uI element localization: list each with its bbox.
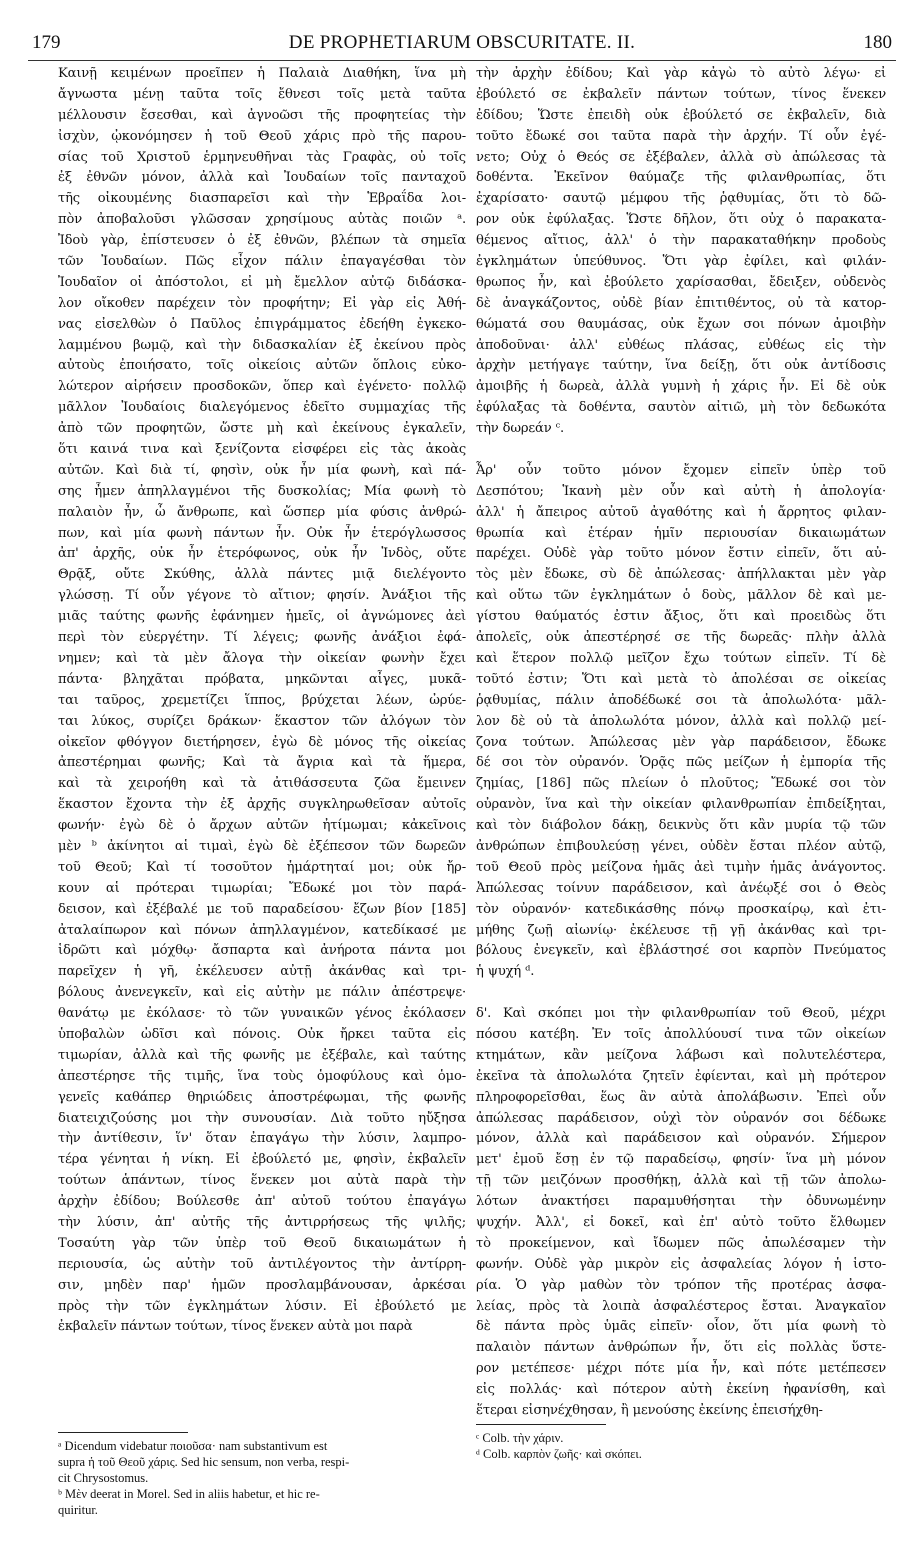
text-line: ἐχαρίσατο· σαυτῷ μέμφου τῆς ῥᾳθυμίας, ὅτι τὸ δῶ- bbox=[476, 191, 886, 207]
footnote-line: ᵇ Μὲν deerat in Morel. Sed in aliis habetur, et hic re- bbox=[58, 1487, 320, 1501]
running-title: DE PROPHETIARUM OBSCURITATE. II. bbox=[288, 32, 636, 53]
text-line: καὶ ἕτερον πολλῷ μεῖζον ἔχω τούτων εἰπεῖν. Τί δὲ bbox=[476, 650, 886, 666]
text-line: μετ' ἐμοῦ ἔσῃ ἐν τῷ παραδείσῳ, φησίν· ἵνα μὴ μόνον bbox=[476, 1152, 886, 1168]
text-line: θώματά σου θαυμάσας, οὐκ ἔχων σοι πόνων ἀμοιβὴν bbox=[476, 316, 886, 332]
text-line: τοῦ Θεοῦ; Καὶ τί τοσοῦτον ἡμάρτηταί μοι; οὐκ ἤρ- bbox=[58, 859, 466, 875]
text-line: παρεῖχεν ἡ γῆ, ἐκέλευσεν αὐτῇ ἀκάνθας καὶ τρι- bbox=[58, 964, 466, 980]
text-line: νετο; Οὐχ ὁ Θεός σε ἐξέβαλεν, ἀλλὰ σὺ ἀπώλεσας τὰ bbox=[476, 149, 886, 165]
text-line: τὸ προκείμενον, καὶ ἴδωμεν πῶς ἀπωλέσαμεν τὴν bbox=[476, 1235, 886, 1251]
text-line: θρωπος ἦν, καὶ ἐβούλετο χαρίσασθαι, ἔδειξεν, οὐδενὸς bbox=[476, 274, 886, 290]
text-line: μᾶλλον Ἰουδαίοις διαλεγόμενος ἐδεῖτο συμμαχίας τῆς bbox=[58, 400, 466, 416]
text-line: διατειχιζούσης μοι τὴν συνουσίαν. Διὰ τοῦτο ηὔξησα bbox=[58, 1110, 466, 1126]
text-line: ἀπολεῖς, οὐκ ἀπεστέρησέ σε τῆς δωρεᾶς· πλὴν ἀλλὰ bbox=[476, 630, 886, 646]
text-line: δεισον, καὶ ἐξέβαλέ με τοῦ παραδείσου· ἔζων βίον [185] bbox=[58, 901, 466, 917]
text-line: περὶ τὸν εὐεργέτην. Τί λέγεις; φωνῆς ἀνάξιοι ἐφά- bbox=[58, 630, 466, 646]
text-line: Ἆρ' οὖν τοῦτο μόνον ἔχομεν εἰπεῖν ὑπὲρ τοῦ bbox=[476, 462, 886, 478]
text-line: φωνήν. Οὐδὲ γὰρ μικρὸν εἰς ἀσφαλείας λόγον ἡ ἱστο- bbox=[476, 1256, 886, 1272]
text-line: ἀποδοῦναι· ἀλλ' εὐθέως πλάσας, εὐθέως εἰς τὴν bbox=[476, 337, 886, 353]
text-line: ται λύκος, συρίζει δράκων· ἕκαστον τῶν ἀλόγων τὸν bbox=[58, 713, 466, 729]
text-line: Ἰουδαῖον οἱ ἀπόστολοι, εἰ μὴ ἔμελλον αὐτῷ διδάσκα- bbox=[58, 274, 466, 290]
text-line: τιμωρίαν, ἀλλὰ καὶ τῆς φωνῆς με ἐξέβαλε, καὶ ταύτης bbox=[58, 1047, 466, 1063]
text-line: σίας τοῦ Χριστοῦ ἑρμηνευθῆναι τὰς Γραφὰς, οὐ τοῖς bbox=[58, 149, 466, 165]
text-line bbox=[476, 983, 886, 1004]
text-line: ρον οὐκ ἐφύλαξας. Ὥστε δῆλον, ὅτι οὐχ ὁ παρακατα- bbox=[476, 212, 886, 228]
text-line: τὴν λύσιν, ἀπ' αὐτῆς τῆς ἀντιρρήσεως τῆς ψιλῆς; bbox=[58, 1214, 466, 1230]
text-line: τὴν δωρεάν ᶜ. bbox=[476, 421, 564, 437]
text-line: καὶ οὕτω τῶν ἐγκλημάτων ὁ δοὺς, μᾶλλον δὲ καὶ με- bbox=[476, 588, 886, 604]
text-line: δὲ πάντα πρὸς ὑμᾶς εἰπεῖν· οἷον, ὅτι μία φωνὴ τὸ bbox=[476, 1319, 886, 1335]
text-line: λότων ἀνακτήσει παραμυθήσηται τὴν ὀδυνωμένην bbox=[476, 1194, 886, 1210]
text-line: μήθης ζωῇ αἰωνίῳ· ἐκέλευσε τῇ γῇ ἀκάνθας καὶ τρι- bbox=[476, 922, 886, 938]
text-line: νημεν; καὶ τὰ μὲν ἄλογα τὴν οἰκείαν φωνὴν ἔχει bbox=[58, 650, 466, 666]
text-line: οὐρανὸν, ἵνα καὶ τὴν οἰκείαν φιλανθρωπίαν ἐπιδείξηται, bbox=[476, 797, 886, 813]
text-line: ἀρχὴν ἐδίδου; Βούλεσθε ἀπ' αὐτοῦ τούτου ἐπαγάγω bbox=[58, 1194, 466, 1210]
page-number-right: 180 bbox=[863, 32, 892, 53]
footnote-rule-left bbox=[58, 1432, 188, 1433]
text-line: τῆς οἰκουμένης διασπαρεῖσι καὶ τὴν Ἑβραΐδα λοι- bbox=[58, 191, 466, 207]
text-line: παλαιὸν ἦν, ὦ ἄνθρωπε, καὶ ὥσπερ μία φύσις ἀνθρώ- bbox=[58, 504, 466, 520]
text-line: πόσου κατέβη. Ἐν τοῖς ἀπολλύουσί τινα τῶν οἰκείων bbox=[476, 1026, 886, 1042]
text-line: ὑποβαλὼν ὠδῖσι καὶ πόνοις. Οὐκ ἤρκει ταῦτα εἰς bbox=[58, 1026, 466, 1042]
text-line: πάντα· βληχᾶται πρόβατα, μηκῶνται αἶγες, μυκᾶ- bbox=[58, 671, 466, 687]
left-text-column bbox=[58, 64, 466, 1556]
page-number-left: 179 bbox=[32, 32, 61, 53]
text-line: τοῦτό ἐστιν; Ὅτι καὶ μετὰ τὸ ἀπολέσαι σε οἰκείας bbox=[476, 671, 886, 687]
text-line: παρέχει. Οὐδὲ γὰρ τοῦτο μόνον ἔστιν εἰπεῖν, ὅτι αὐ- bbox=[476, 546, 886, 562]
text-line: ἐβούλετό σε ἐκβαλεῖν πάντων τούτων, τίνος ἕνεκεν bbox=[476, 86, 886, 102]
text-line: γίστου θαύματός ἐστιν ἄξιος, ὅτι καὶ προειδὼς ὅτι bbox=[476, 609, 886, 625]
text-line: ζημίας, [186] πῶς πλείων ὁ πλοῦτος; Ἔδωκέ σοι τὸν bbox=[476, 776, 886, 792]
text-line: ζονα τούτων. Ἀπώλεσας μὲν γὰρ παράδεισον, ἔδωκε bbox=[476, 734, 886, 750]
text-line: θανάτῳ με ἐκόλασε· τὸ τῶν γυναικῶν γένος ἐκόλασεν bbox=[58, 1006, 466, 1022]
text-line: τοῦ Θεοῦ πρὸς μείζονα ἡμᾶς ἀεὶ τιμὴν ἡμᾶς ἀνάγοντος. bbox=[476, 859, 886, 875]
text-line: ἀπεστέρησε τῆς τιμῆς, ἵνα τοὺς ὁμοφύλους καὶ ὁμο- bbox=[58, 1068, 466, 1084]
text-line: Ἀπώλεσας τοίνυν παράδεισον, καὶ ἀνέῳξέ σοι ὁ Θεὸς bbox=[476, 880, 886, 896]
text-line: ἀπὸ τῶν προφητῶν, ὥστε μὴ καὶ ἐκείνους ἐγκαλεῖν, bbox=[58, 421, 466, 437]
text-line: ἐκεῖνα τὰ ἀπολωλότα ζητεῖν ἐφίενται, καὶ μὴ πρότερον bbox=[476, 1068, 886, 1084]
text-line: ῥᾳθυμίας, πάλιν ἀποδέδωκέ σοι τὰ ἀπολωλότα· μᾶλ- bbox=[476, 692, 886, 708]
text-line: τούτων ἁπάντων, τίνος ἕνεκεν μοι αὐτὰ παρὰ τὴν bbox=[58, 1173, 466, 1189]
text-line: τὴν ἀντίθεσιν, ἵν' ὅταν ἐπαγάγω τὴν λύσιν, λαμπρο- bbox=[58, 1131, 466, 1147]
running-header bbox=[28, 30, 896, 61]
text-line: παλαιὸν πάντων ἀνθρώπων ἦν, ὅτι εἰς πολλὰς ὕστε- bbox=[476, 1340, 886, 1356]
text-line: τῶν Ἰουδαίων. Πῶς εἶχον πάλιν ἐπαγαγέσθαι τὸν bbox=[58, 254, 466, 270]
text-line: ἐδίδου; Ὥστε ἐπειδὴ οὐκ ἐβούλετό σε ἐκβαλεῖν, διὰ bbox=[476, 107, 886, 123]
footnote-line: ᵈ Colb. καρπὸν ζωῆς· καὶ σκόπει. bbox=[476, 1447, 642, 1461]
text-line: τοῦτο ἔδωκέ σοι ταῦτα παρὰ τὴν ἀρχήν. Τί οὖν ἐγέ- bbox=[476, 128, 886, 144]
text-line: βόλους ἀνενεγκεῖν, καὶ εἰς αὐτὴν με πάλιν ἀπέστρεψε· bbox=[58, 985, 466, 1001]
text-line: καὶ τὸν διάβολον δάκῃ, δεικνὺς ὅτι κἂν μυρία τῷ τῶν bbox=[476, 818, 886, 834]
text-line: μόνον, ἀλλὰ καὶ παράδεισον καὶ οὐρανόν. Σήμερον bbox=[476, 1131, 886, 1147]
text-line: Ἰδοὺ γὰρ, ἐπίστευσεν ὁ ἐξ ἐθνῶν, βλέπων τὰ σημεῖα bbox=[58, 233, 466, 249]
text-line: πληροφορεῖσθαι, ἕως ἂν αὐτὰ ἀπολάβωσιν. Ἐπεὶ οὖν bbox=[476, 1089, 886, 1105]
text-line: ἀνθρώπων ἐπιβουλεύσῃ γένει, οὐδὲν ἔσται πλέον αὐτῷ, bbox=[476, 838, 886, 854]
text-line: ἐξ ἐθνῶν μόνον, ἀλλὰ καὶ Ἰουδαίων τοῖς πανταχοῦ bbox=[58, 170, 466, 186]
text-line: Τοσαύτη γὰρ τῶν ὑπὲρ τοῦ Θεοῦ δικαιωμάτων ἡ bbox=[58, 1235, 466, 1251]
text-line: Θρᾷξ, οὔτε Σκύθης, ἀλλὰ πάντες μιᾷ διελέγοντο bbox=[58, 567, 466, 583]
text-line: Δεσπότου; Ἱκανὴ μὲν οὖν καὶ αὐτὴ ἡ ἀπολογία· bbox=[476, 483, 886, 499]
text-line: λώτερον αἱρήσειν προσδοκῶν, ὅπερ καὶ ἐγένετο· πολλῷ bbox=[58, 379, 466, 395]
text-line: σιν, μηδὲν παρ' ἡμῶν προσλαμβάνουσαν, ἀρκέσαι bbox=[58, 1277, 466, 1293]
text-line: ρον μετέπεσε· μέχρι πότε μία ἦν, καὶ πότε μετέπεσεν bbox=[476, 1361, 886, 1377]
text-line: ἐγκλημάτων ὑπεύθυνος. Ὅτι γὰρ ἐφίλει, καὶ φιλάν- bbox=[476, 254, 886, 270]
text-line: λον δὲ οὐ τὰ ἀπολωλότα μόνον, ἀλλὰ καὶ πολλῷ μεί- bbox=[476, 713, 886, 729]
text-line: κουν αἱ πρότεραι τιμωρίαι; Ἔδωκέ μοι τὸν παρά- bbox=[58, 880, 466, 896]
text-line: πρὸς τὴν τῶν ἐγκλημάτων λύσιν. Εἰ ἐβούλετό με bbox=[58, 1298, 466, 1314]
text-line: δ'. Καὶ σκόπει μοι τὴν φιλανθρωπίαν τοῦ Θεοῦ, μέχρι bbox=[476, 1006, 886, 1022]
text-line: εἰς πολλάς· καὶ πότερον αὐτὴ ἐκείνη ἠφανίσθη, καὶ bbox=[476, 1382, 886, 1398]
text-line: αὐτῶν. Καὶ διὰ τί, φησὶν, οὐκ ἦν μία φωνὴ, καὶ πά- bbox=[58, 462, 466, 478]
text-line: ἀταλαίπωρον καὶ πόνων ἀπηλλαγμένον, κατεδίκασέ με bbox=[58, 922, 466, 938]
text-line: ἀπεστέρημαι φωνῆς; Καὶ τὰ ἄγρια καὶ τὰ ἥμερα, bbox=[58, 755, 466, 771]
right-text-column bbox=[476, 64, 886, 1556]
footnote-rule-right bbox=[476, 1424, 606, 1425]
text-line: ἕκαστον ἔχοντα τὴν ἐξ ἀρχῆς συγκληρωθεῖσαν αὐτοῖς bbox=[58, 797, 466, 813]
text-line: κτημάτων, κἂν μείζονα λάβωσι καὶ πολυτελέστερα, bbox=[476, 1047, 886, 1063]
text-line: δὲ ἀναγκάζοντος, οὐδὲ βίαν ἐπιτιθέντος, οὐ τὰ κατορ- bbox=[476, 295, 886, 311]
text-line: τὸς μὲν ἔδωκε, σὺ δὲ ἀπώλεσας· ἀπήλλακται μὲν γὰρ bbox=[476, 567, 886, 583]
text-line: ἀπώλεσας παράδεισον, οὐχὶ τὸν οὐρανόν σοι δέδωκε bbox=[476, 1110, 886, 1126]
text-line: ἀπ' ἀρχῆς, οὐκ ἦν ἑτερόφωνος, οὐκ ἦν Ἰνδὸς, οὔτε bbox=[58, 546, 466, 562]
text-line: περιουσία, ὡς αὐτὴν τοῦ ἀντιλέγοντος τὴν ἀντίρρη- bbox=[58, 1256, 466, 1272]
text-line: λαμμένου βωμῷ, καὶ τὴν διδασκαλίαν ἐξ ἐκείνου πρὸς bbox=[58, 337, 466, 353]
text-line: δέ σοι τὸν οὐρανόν. Ὁρᾷς πῶς μείζων ἡ ἐμπορία τῆς bbox=[476, 755, 886, 771]
text-line: αὐτοὺς ἐποιήσατο, τοῖς οἰκείοις αὐτῶν ὅπλοις εὐκο- bbox=[58, 358, 466, 374]
footnote-line: supra ἡ τοῦ Θεοῦ χάρις. Sed hic sensum, non verba, respi- bbox=[58, 1455, 350, 1469]
text-line: τέρα γένηται ἡ νίκη. Εἰ ἐβούλετό με, φησὶν, ἐκβαλεῖν bbox=[58, 1152, 466, 1168]
text-line: μὲν ᵇ ἀκίνητοι αἱ τιμαὶ, ἐγὼ δὲ ἐξέπεσον τῶν δωρεῶν bbox=[58, 838, 466, 854]
text-line: ἄγνωστα μένῃ ταῦτα τοῖς ἔθνεσι τοῖς μετὰ ταῦτα bbox=[58, 86, 466, 102]
text-line: ἀλλ' ἡ ἄπειρος αὐτοῦ ἀγαθότης καὶ ἡ ἄρρητος φιλαν- bbox=[476, 504, 886, 520]
text-line: ἱδρῶτι καὶ μόχθῳ· ἄσπαρτα καὶ ἀνήροτα πάντα μοι bbox=[58, 943, 466, 959]
footnote-line: quiritur. bbox=[58, 1503, 98, 1517]
text-line: λον οἴκοθεν παρέχειν τὸν προφήτην; Εἰ γὰρ εἰς Ἀθή- bbox=[58, 295, 466, 311]
text-line: γενεῖς καθάπερ θηριώδεις ἀποστρέφωμαι, τῆς φωνῆς bbox=[58, 1089, 466, 1105]
text-line: θρωπία καὶ ἑτέραν ἡμῖν περιουσίαν δικαιωμάτων bbox=[476, 525, 886, 541]
text-line: ἡ ψυχή ᵈ. bbox=[476, 964, 535, 980]
text-line bbox=[476, 440, 886, 461]
text-line: ὅτι καινά τινα καὶ ξενίζοντα εἰσφέρει εἰς τὰς ἀκοὰς bbox=[58, 442, 466, 458]
text-line: καὶ τὰ χειροήθη καὶ τὰ ἀτιθάσσευτα ζῶα ἔμεινεν bbox=[58, 776, 466, 792]
text-line: ται ταῦρος, χρεμετίζει ἵππος, βρύχεται λέων, ὠρύε- bbox=[58, 692, 466, 708]
text-line: τῇ τῶν μειζόνων προσθήκῃ, ἀλλὰ καὶ τῇ τῶν ἀπολω- bbox=[476, 1173, 886, 1189]
text-line: βόλους ἐνεγκεῖν, καὶ ἐβλάστησέ σοι καρπὸν Πνεύματος bbox=[476, 943, 886, 959]
text-line: λείας, πρὸς τὰ λοιπὰ ἀσφαλέστερος ἔσται. Ἀναγκαῖον bbox=[476, 1298, 886, 1314]
text-line: φωνήν· ἐγὼ δὲ ὁ ἄρχων αὐτῶν ἠτίμωμαι; κἀκεῖνοις bbox=[58, 818, 466, 834]
footnote-line: cit Chrysostomus. bbox=[58, 1471, 149, 1485]
text-line: νας εἰσελθὼν ὁ Παῦλος ἐπιγράμματος ἐδεήθη ἐγκεκο- bbox=[58, 316, 466, 332]
left-footnotes bbox=[58, 1438, 466, 1518]
text-line: γλώσσῃ. Τί οὖν γέγονε τὸ αἴτιον; φησίν. Ἀνάξιοι τῆς bbox=[58, 588, 466, 604]
footnote-line: ᵃ Dicendum videbatur ποιοῦσα· nam substantivum est bbox=[58, 1439, 328, 1453]
text-line: τὴν ἀρχὴν ἐδίδου; Καὶ γὰρ κἀγὼ τὸ αὐτὸ λέγω· εἰ bbox=[476, 66, 886, 81]
text-line: ἐφύλαξας τὰ δοθέντα, σαυτὸν αἰτιῶ, μὴ τὸν δεδωκότα bbox=[476, 400, 886, 416]
text-line: Καινῇ κειμένων προεῖπεν ἡ Παλαιὰ Διαθήκη, ἵνα μὴ bbox=[58, 66, 466, 81]
text-line: ἕτεραι εἰσηνέχθησαν, ἢ μενούσης ἐκείνης ἐπεισήχθη- bbox=[476, 1403, 823, 1418]
text-line: μιᾶς ταύτης φωνῆς ἐφάνημεν ἡμεῖς, οἱ ἀγνώμονες ἀεὶ bbox=[58, 609, 466, 625]
text-line: ἀρχὴν μετήγαγε ταύτην, ἵνα δείξῃ, ὅτι οὐκ ἀντίδοσις bbox=[476, 358, 886, 374]
text-line: ἀμοιβῆς ἡ δωρεὰ, ἀλλὰ γυμνὴ ἡ χάρις ἦν. Εἰ δὲ οὐκ bbox=[476, 379, 886, 395]
right-footnotes bbox=[476, 1430, 886, 1462]
text-line: ψυχήν. Ἀλλ', εἰ δοκεῖ, καὶ ἐπ' αὐτὸ τοῦτο ἔλθωμεν bbox=[476, 1214, 886, 1230]
text-line: οἰκεῖον φθόγγον διετήρησεν, ἐγὼ δὲ μόνος τῆς οἰκείας bbox=[58, 734, 466, 750]
text-line: δοθέντα. Ἐκεῖνον θαύμαζε τῆς φιλανθρωπίας, ὅτι bbox=[476, 170, 886, 186]
text-line: πὸν ἀποβαλοῦσι γλῶσσαν χρησίμους αὐτὰς ποιῶν ᵃ. bbox=[58, 212, 466, 228]
text-line: τὸν οὐρανόν· κατεδικάσθης πόνῳ προσκαίρῳ, καὶ ἐτι- bbox=[476, 901, 886, 917]
text-line: θέμενος αἴτιος, ἀλλ' ὁ τὴν παρακαταθήκην προδοὺς bbox=[476, 233, 886, 249]
text-line: ρία. Ὁ γὰρ μαθὼν τὸν τρόπον τῆς προτέρας ἀσφα- bbox=[476, 1277, 886, 1293]
text-line: ἐκβαλεῖν πάντων τούτων, τίνος ἕνεκεν αὐτὰ μοι παρὰ bbox=[58, 1319, 413, 1335]
text-line: σης ἦμεν ἀπηλλαγμένοι τῆς δυσκολίας; Μία φωνὴ τὸ bbox=[58, 483, 466, 499]
text-line: μέλλουσιν ἔσεσθαι, καὶ ἀγνοῶσι τῆς προφητείας τὴν bbox=[58, 107, 466, 123]
text-line: ἰσχὺν, ᾠκονόμησεν ἡ τοῦ Θεοῦ χάρις πρὸ τῆς παρου- bbox=[58, 128, 466, 144]
text-line: πων, καὶ μία φωνὴ πάντων ἦν. Οὐκ ἦν ἑτερόγλωσσος bbox=[58, 525, 466, 541]
footnote-line: ᶜ Colb. τὴν χάριν. bbox=[476, 1431, 564, 1445]
